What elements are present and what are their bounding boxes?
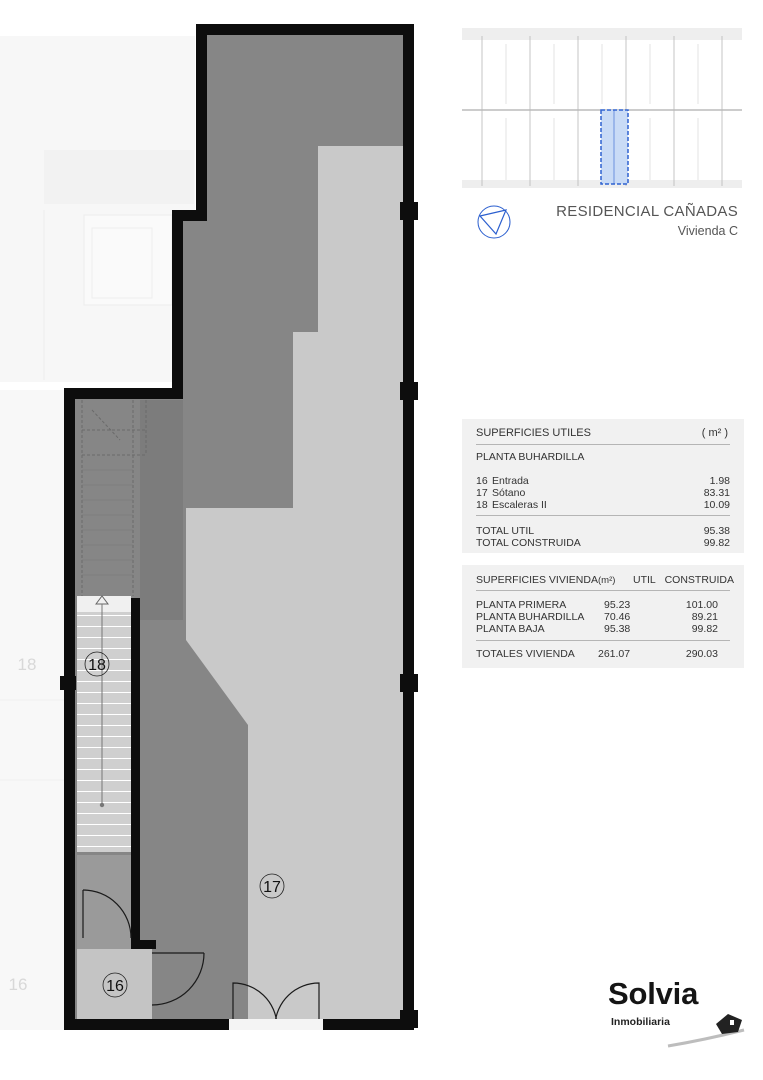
table-row: PLANTA BAJA 95.38 99.82 bbox=[476, 623, 718, 635]
table-row: 17 Sótano 83.31 bbox=[476, 487, 730, 499]
room-number-16: 16 bbox=[106, 978, 124, 995]
table-row: 18 Escaleras II 10.09 bbox=[476, 499, 730, 511]
unit-name: Vivienda C bbox=[677, 224, 738, 238]
table-row: PLANTA BUHARDILLA 70.46 89.21 bbox=[476, 611, 718, 623]
entrada-floor-2 bbox=[77, 855, 131, 949]
ghost-label-18: 18 bbox=[17, 655, 37, 674]
col-construida: CONSTRUIDA bbox=[664, 574, 734, 586]
superficies-vivienda-table: SUPERFICIES VIVIENDA (m²) UTIL CONSTRUIDA PLANTA PRIMERA 95.23 101.00 PLANTA BUHARDILLA 70.46 89.21 PLANTA BAJA 95.38 99.82 TOTALES VIVIENDA 261.07 290.03 bbox=[462, 565, 744, 668]
house-logo-icon bbox=[664, 1010, 748, 1050]
col-util: UTIL bbox=[633, 574, 656, 586]
highlighted-unit bbox=[601, 110, 628, 184]
ghost-label-16: 16 bbox=[8, 975, 28, 994]
table-row: 16 Entrada 1.98 bbox=[476, 475, 730, 487]
stairs bbox=[77, 612, 131, 852]
site-key-map bbox=[462, 24, 742, 188]
superficies-utiles-table bbox=[462, 419, 744, 553]
room-number-17: 17 bbox=[263, 879, 281, 896]
floor-name: PLANTA BUHARDILLA bbox=[476, 451, 585, 463]
brand-subtitle: Inmobiliaria bbox=[611, 1016, 670, 1028]
brand-logo: Solvia bbox=[608, 976, 699, 1011]
room-number-18: 18 bbox=[88, 657, 106, 674]
stair-wall-bottom bbox=[131, 940, 156, 949]
stair-wall bbox=[131, 598, 140, 954]
table-heading: SUPERFICIES UTILES bbox=[476, 427, 591, 439]
total-row: TOTAL CONSTRUIDA 99.82 bbox=[476, 537, 730, 549]
table-unit: ( m² ) bbox=[701, 427, 728, 439]
table-row: PLANTA PRIMERA 95.23 101.00 bbox=[476, 599, 718, 611]
total-row: TOTAL UTIL 95.38 bbox=[476, 525, 730, 537]
table-heading: SUPERFICIES VIVIENDA bbox=[476, 574, 598, 586]
total-row: TOTALES VIVIENDA 261.07 290.03 bbox=[476, 648, 718, 660]
project-title: RESIDENCIAL CAÑADAS bbox=[556, 203, 738, 220]
